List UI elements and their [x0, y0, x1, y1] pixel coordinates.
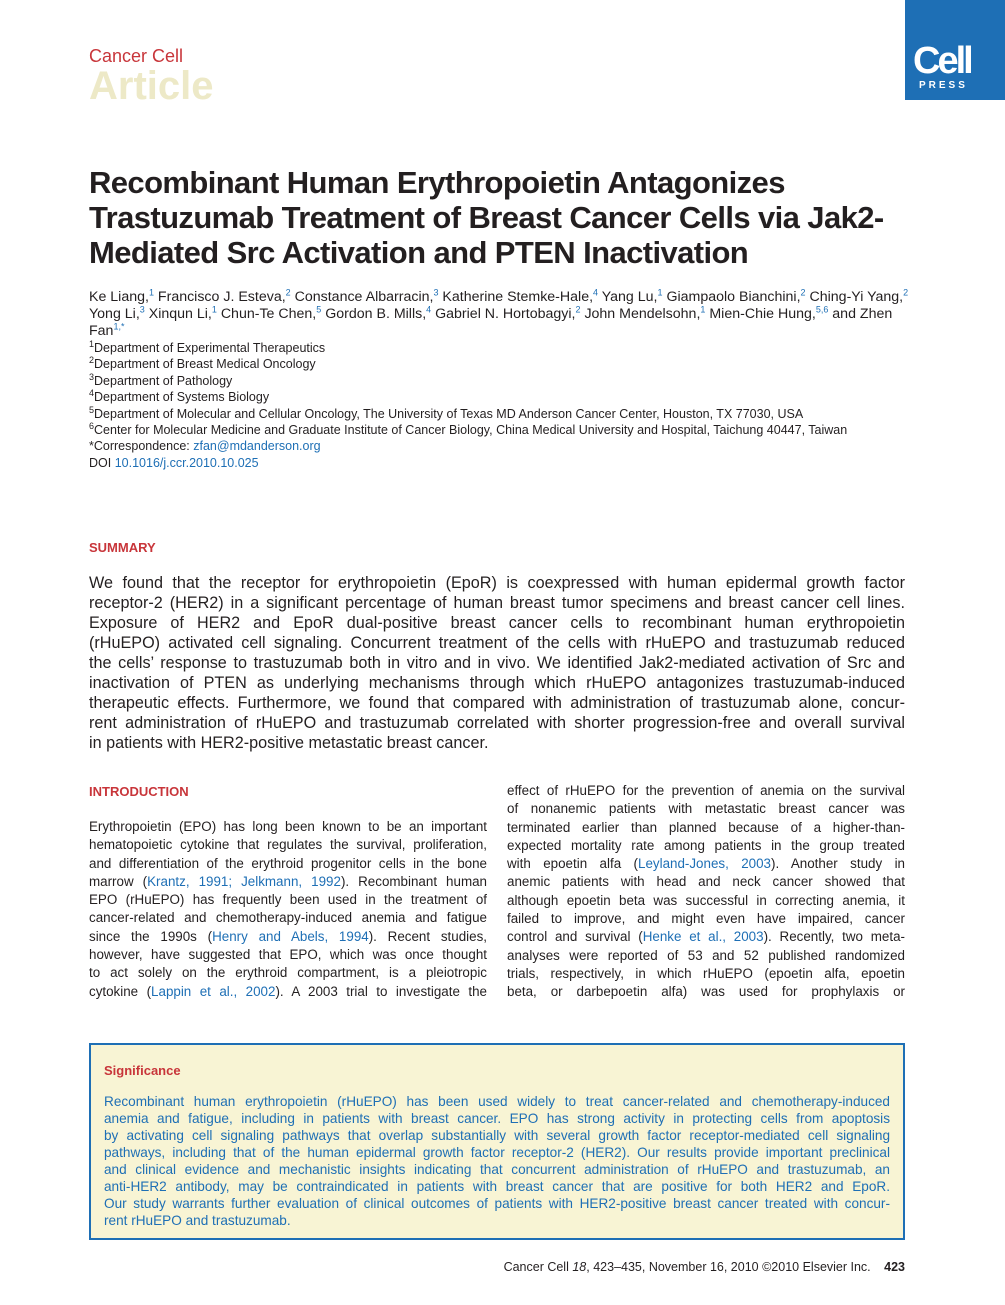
affiliation: [89, 389, 919, 405]
author-name: Chun-Te Chen,: [220, 306, 317, 322]
affiliation: [89, 340, 919, 356]
author-name: Francisco J. Esteva,: [157, 289, 286, 305]
affiliation-number: 4: [89, 388, 95, 399]
text-line: anemic patients with head and neck cancer showed that: [507, 874, 905, 890]
text-line: of nonanemic patients with metastatic breast cancer was: [507, 801, 905, 817]
author-affiliation-mark[interactable]: 1: [211, 304, 217, 315]
article-title: Recombinant Human Erythropoietin Antagonizes Trastuzumab Treatment of Breast Cancer Cells via Jak2-Mediated Src Activation and PTEN Inactivation: [89, 165, 884, 270]
doi: DOI 10.1016/j.ccr.2010.10.025: [89, 455, 259, 470]
author: [709, 306, 828, 322]
citation-link[interactable]: Henry and Abels, 1994: [212, 928, 369, 944]
text-line: cancer-related and chemotherapy-induced anemia and fatigue: [89, 910, 487, 926]
author-name: Yang Lu,: [601, 289, 658, 305]
summary-text: [89, 573, 905, 753]
author-name: Yong Li,: [89, 306, 140, 322]
cell-press-logo: [905, 0, 1005, 100]
author-affiliation-mark[interactable]: 2: [285, 287, 291, 298]
affiliation-number: 5: [89, 404, 95, 415]
author-affiliation-mark[interactable]: 3: [139, 304, 145, 315]
author: [325, 306, 431, 322]
significance-line: Recombinant human erythropoietin (rHuEPO) has been used widely to treat cancer-related and chemotherapy-induced: [104, 1094, 890, 1109]
author-affiliation-mark[interactable]: 2: [575, 304, 581, 315]
affiliation-text: Center for Molecular Medicine and Graduate Institute of Cancer Biology, China Medical University and Hospital, Taichung 40447, Taiwan: [94, 423, 848, 438]
significance-text: [104, 1093, 890, 1229]
author-name: Gordon B. Mills,: [325, 306, 427, 322]
affiliation-text: Department of Experimental Therapeutics: [94, 341, 326, 355]
author-affiliation-mark[interactable]: 2: [800, 287, 806, 298]
significance-box: [89, 1043, 905, 1240]
text-line: trials, respectively, in which rHuEPO (epoetin alfa, epoetin: [507, 965, 905, 981]
author-name: Xinqun Li,: [148, 306, 212, 322]
text-line: marrow (Krantz, 1991; Jelkmann, 1992). Recombinant human: [89, 873, 487, 889]
author-name: and Zhen Fan: [89, 306, 893, 339]
text-line: effect of rHuEPO for the prevention of anemia on the survival: [507, 783, 905, 798]
author-affiliation-mark[interactable]: 2: [903, 287, 909, 298]
logo-text: Cell: [913, 40, 971, 82]
author-name: Ching-Yi Yang,: [809, 289, 904, 305]
author: [89, 306, 145, 322]
text-line: beta, or darbepoetin alfa) was used for prophylaxis or: [507, 984, 905, 1000]
text-line: and differentiation of the erythroid progenitor cells in the bone: [89, 855, 487, 871]
significance-line: anemia and fatigue, including in patients with breast cancer. EPO has strong activity in protecting cells from apoptosis: [104, 1111, 890, 1126]
author-name: Gabriel N. Hortobagyi,: [435, 306, 576, 322]
summary-line: the cells’ response to trastuzumab both in vitro and in vivo. We identified Jak2-mediated activation of Src and: [89, 654, 905, 672]
summary-line: therapeutic effects. Furthermore, we found that compared with administration of trastuzumab alone, concur-: [89, 694, 905, 712]
citation-link[interactable]: Lappin et al., 2002: [151, 983, 276, 999]
author-name: Mien-Chie Hung,: [709, 306, 816, 322]
summary-line: (rHuEPO) activated cell signaling. Concurrent treatment of the cells with rHuEPO and trastuzumab reduced: [89, 634, 905, 652]
affiliation-text: Department of Systems Biology: [94, 390, 270, 405]
text-line: EPO (rHuEPO) has frequently been used in the treatment of: [89, 892, 487, 908]
author-list: [89, 289, 909, 340]
text-line: with epoetin alfa (Leyland-Jones, 2003). Another study in: [507, 856, 905, 872]
text-line: although epoetin beta was successful in correcting anemia, it: [507, 892, 905, 908]
author-affiliation-mark[interactable]: 1: [700, 304, 706, 315]
text-line: cytokine (Lappin et al., 2002). A 2003 trial to investigate the: [89, 983, 487, 999]
affiliation: [89, 373, 919, 389]
author-affiliation-mark[interactable]: 4: [426, 304, 432, 315]
author: [666, 289, 805, 305]
author: [149, 306, 217, 322]
significance-line: anti-HER2 antibody, may be contraindicated in patients with breast cancer that are positive for both HER2 and EpoR.: [104, 1179, 890, 1194]
affiliation-text: Department of Breast Medical Oncology: [94, 357, 316, 372]
significance-line: pathways, including that of the human epidermal growth factor receptor-2 (HER2). Our results provide important preclinical: [104, 1145, 890, 1160]
affiliation-text: Department of Pathology: [94, 373, 233, 388]
correspondence-email-link[interactable]: zfan@mdanderson.org: [193, 439, 321, 454]
author-name: Constance Albarracin,: [294, 289, 434, 305]
summary-line: in patients with HER2-positive metastatic breast cancer.: [89, 734, 489, 752]
significance-heading: Significance: [104, 1063, 181, 1078]
author-affiliation-mark[interactable]: 1: [657, 287, 663, 298]
author: [810, 289, 909, 305]
author-affiliation-mark[interactable]: 1,*: [113, 321, 125, 332]
author: [442, 289, 598, 305]
affiliation: [89, 356, 919, 372]
doi-link[interactable]: 10.1016/j.ccr.2010.10.025: [114, 455, 259, 470]
page-footer: Cancer Cell 18, 423–435, November 16, 2010 ©2010 Elsevier Inc. 423: [503, 1260, 905, 1274]
summary-line: We found that the receptor for erythropoietin (EpoR) is coexpressed with human epidermal growth factor: [89, 574, 905, 592]
author-name: Katherine Stemke-Hale,: [442, 289, 594, 305]
author: [158, 289, 291, 305]
text-line: to act solely on the erythroid compartment, is a pleiotropic: [89, 965, 487, 981]
author-affiliation-mark[interactable]: 3: [433, 287, 439, 298]
author: [221, 306, 321, 322]
affiliation-number: 6: [89, 420, 95, 431]
significance-line: and clinical evidence and mechanistic insights indicating that concurrent administration of rHuEPO and trastuzumab, an: [104, 1162, 890, 1177]
affiliations: [89, 340, 919, 471]
author-name: John Mendelsohn,: [584, 306, 701, 322]
text-line: hematopoietic cytokine that regulates the survival, proliferation,: [89, 837, 487, 853]
author-name: Giampaolo Bianchini,: [666, 289, 801, 305]
significance-line: Our study warrants further evaluation of clinical outcomes of patients with HER2-positive breast cancer treated with concur-: [104, 1196, 890, 1211]
citation-link[interactable]: Henke et al., 2003: [642, 929, 764, 945]
summary-line: rent administration of rHuEPO and trastuzumab correlated with shorter progression-free and overall survival: [89, 714, 905, 732]
citation-link[interactable]: Krantz, 1991; Jelkmann, 1992: [147, 873, 341, 889]
article-type-label: Article: [89, 64, 214, 108]
author: [602, 289, 663, 305]
text-line: analyses were reported of 53 and 52 published randomized: [507, 947, 905, 963]
significance-line: by activating cell signaling pathways that overlap substantially with several growth factor receptor-mediated cell signaling: [104, 1128, 890, 1143]
text-line: however, have suggested that EPO, which was once thought: [89, 947, 487, 963]
affiliation-number: 1: [89, 338, 95, 349]
author: [295, 289, 439, 305]
text-line: expected mortality rate among patients in the group treated: [507, 837, 905, 853]
author-affiliation-mark[interactable]: 1: [148, 287, 154, 298]
introduction-heading: INTRODUCTION: [89, 784, 189, 799]
summary-line: receptor-2 (HER2) in a significant percentage of human breast tumor specimens and breast cancer cell lines.: [89, 594, 905, 612]
summary-line: inactivation of PTEN as underlying mechanisms through which rHuEPO antagonizes trastuzumab-induced: [89, 674, 905, 692]
affiliation-number: 2: [89, 355, 95, 366]
citation-link[interactable]: Leyland-Jones, 2003: [638, 856, 772, 872]
affiliation-text: Department of Molecular and Cellular Oncology, The University of Texas MD Anderson Cancer Center, Houston, TX 77030, USA: [94, 406, 804, 421]
text-line: failed to improve, and might even have impaired, cancer: [507, 911, 905, 927]
author: [435, 306, 580, 322]
text-line: since the 1990s (Henry and Abels, 1994). Recent studies,: [89, 928, 487, 944]
logo-subtext: PRESS: [919, 80, 968, 91]
author-affiliation-mark[interactable]: 5,6: [815, 304, 829, 315]
affiliation-number: 3: [89, 371, 95, 382]
significance-line: rent rHuEPO and trastuzumab.: [104, 1213, 291, 1228]
author-affiliation-mark[interactable]: 5: [316, 304, 322, 315]
introduction-column-right: [507, 782, 905, 1002]
author: [89, 289, 154, 305]
correspondence: *Correspondence: zfan@mdanderson.org: [89, 439, 321, 454]
page-number: 423: [884, 1260, 905, 1274]
author-name: Ke Liang,: [89, 289, 149, 305]
affiliation: [89, 422, 919, 438]
text-line: control and survival (Henke et al., 2003). Recently, two meta-: [507, 929, 905, 945]
affiliation: [89, 406, 919, 422]
introduction-column-left: [89, 818, 487, 1001]
text-line: Erythropoietin (EPO) has long been known to be an important: [89, 819, 487, 834]
author-affiliation-mark[interactable]: 4: [593, 287, 599, 298]
summary-heading: SUMMARY: [89, 540, 156, 555]
journal-name: Cancer Cell: [89, 46, 184, 66]
text-line: terminated earlier than planned because of a higher-than-: [507, 819, 905, 835]
author: [584, 306, 705, 322]
summary-line: Exposure of HER2 and EpoR dual-positive breast cancer cells to recombinant human erythropoietin: [89, 614, 905, 632]
